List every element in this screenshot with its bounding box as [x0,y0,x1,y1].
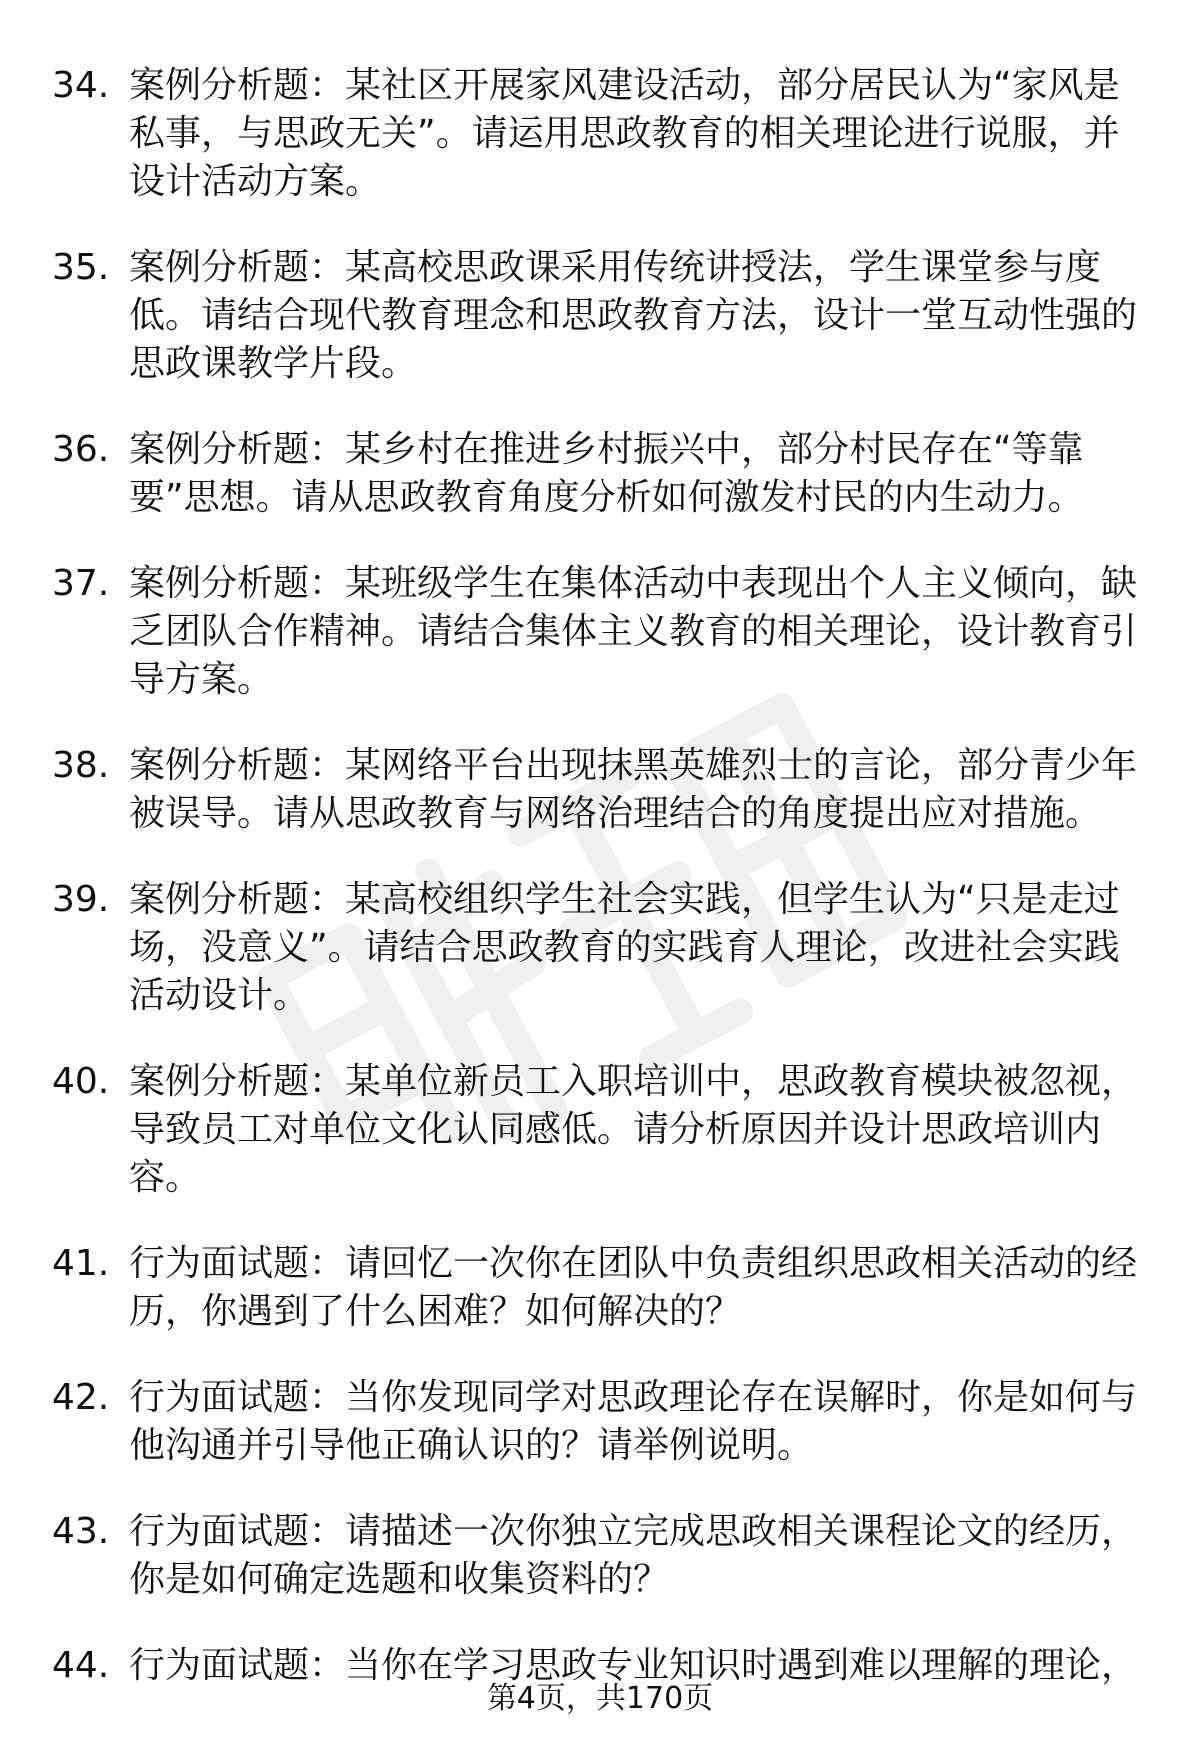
question-text: 行为面试题：当你发现同学对思政理论存在误解时，你是如何与他沟通并引导他正确认识的？请举例说明。 [129,1377,1138,1466]
question-list [0,62,1200,1728]
question-number: 39. [52,879,110,920]
question-number: 36. [52,429,110,470]
question-number: 38. [52,745,110,786]
question-number: 41. [52,1243,110,1284]
question-text: 案例分析题：某乡村在推进乡村振兴中，部分村民存在“等靠要”思想。请从思政教育角度分析如何激发村民的内生动力。 [129,429,1084,518]
question-item [0,742,1200,838]
question-item [0,1374,1200,1470]
question-item [0,560,1200,704]
question-text: 行为面试题：请回忆一次你在团队中负责组织思政相关活动的经历，你遇到了什么困难？如何解决的？ [129,1243,1138,1332]
question-text: 行为面试题：请描述一次你独立完成思政相关课程论文的经历，你是如何确定选题和收集资料的？ [129,1511,1138,1600]
question-text: 案例分析题：某网络平台出现抹黑英雄烈士的言论，部分青少年被误导。请从思政教育与网络治理结合的角度提出应对措施。 [129,745,1138,834]
question-number: 42. [52,1377,110,1418]
question-item [0,1508,1200,1604]
question-text: 案例分析题：某社区开展家风建设活动，部分居民认为“家风是私事，与思政无关”。请运用思政教育的相关理论进行说服，并设计活动方案。 [129,65,1120,202]
question-item [0,1058,1200,1202]
question-number: 43. [52,1511,110,1552]
page-number-label: 第4页，共170页 [486,1681,714,1716]
question-text: 案例分析题：某单位新员工入职培训中，思政教育模块被忽视，导致员工对单位文化认同感低。请分析原因并设计思政培训内容。 [129,1061,1138,1198]
question-text: 行为面试题：当你在学习思政专业知识时遇到难以理解的理论， [129,1645,1138,1686]
question-number: 34. [52,65,110,106]
question-number: 44. [52,1645,110,1686]
question-item [0,426,1200,522]
question-item [0,62,1200,206]
question-number: 40. [52,1061,110,1102]
question-item [0,1240,1200,1336]
question-item [0,244,1200,388]
question-text: 案例分析题：某高校思政课采用传统讲授法，学生课堂参与度低。请结合现代教育理念和思政教育方法，设计一堂互动性强的思政课教学片段。 [129,247,1138,384]
page-footer [0,1679,1200,1719]
question-number: 37. [52,563,110,604]
question-text: 案例分析题：某班级学生在集体活动中表现出个人主义倾向，缺乏团队合作精神。请结合集体主义教育的相关理论，设计教育引导方案。 [129,563,1138,700]
question-number: 35. [52,247,110,288]
question-item [0,876,1200,1020]
question-text: 案例分析题：某高校组织学生社会实践，但学生认为“只是走过场，没意义”。请结合思政教育的实践育人理论，改进社会实践活动设计。 [129,879,1120,1016]
